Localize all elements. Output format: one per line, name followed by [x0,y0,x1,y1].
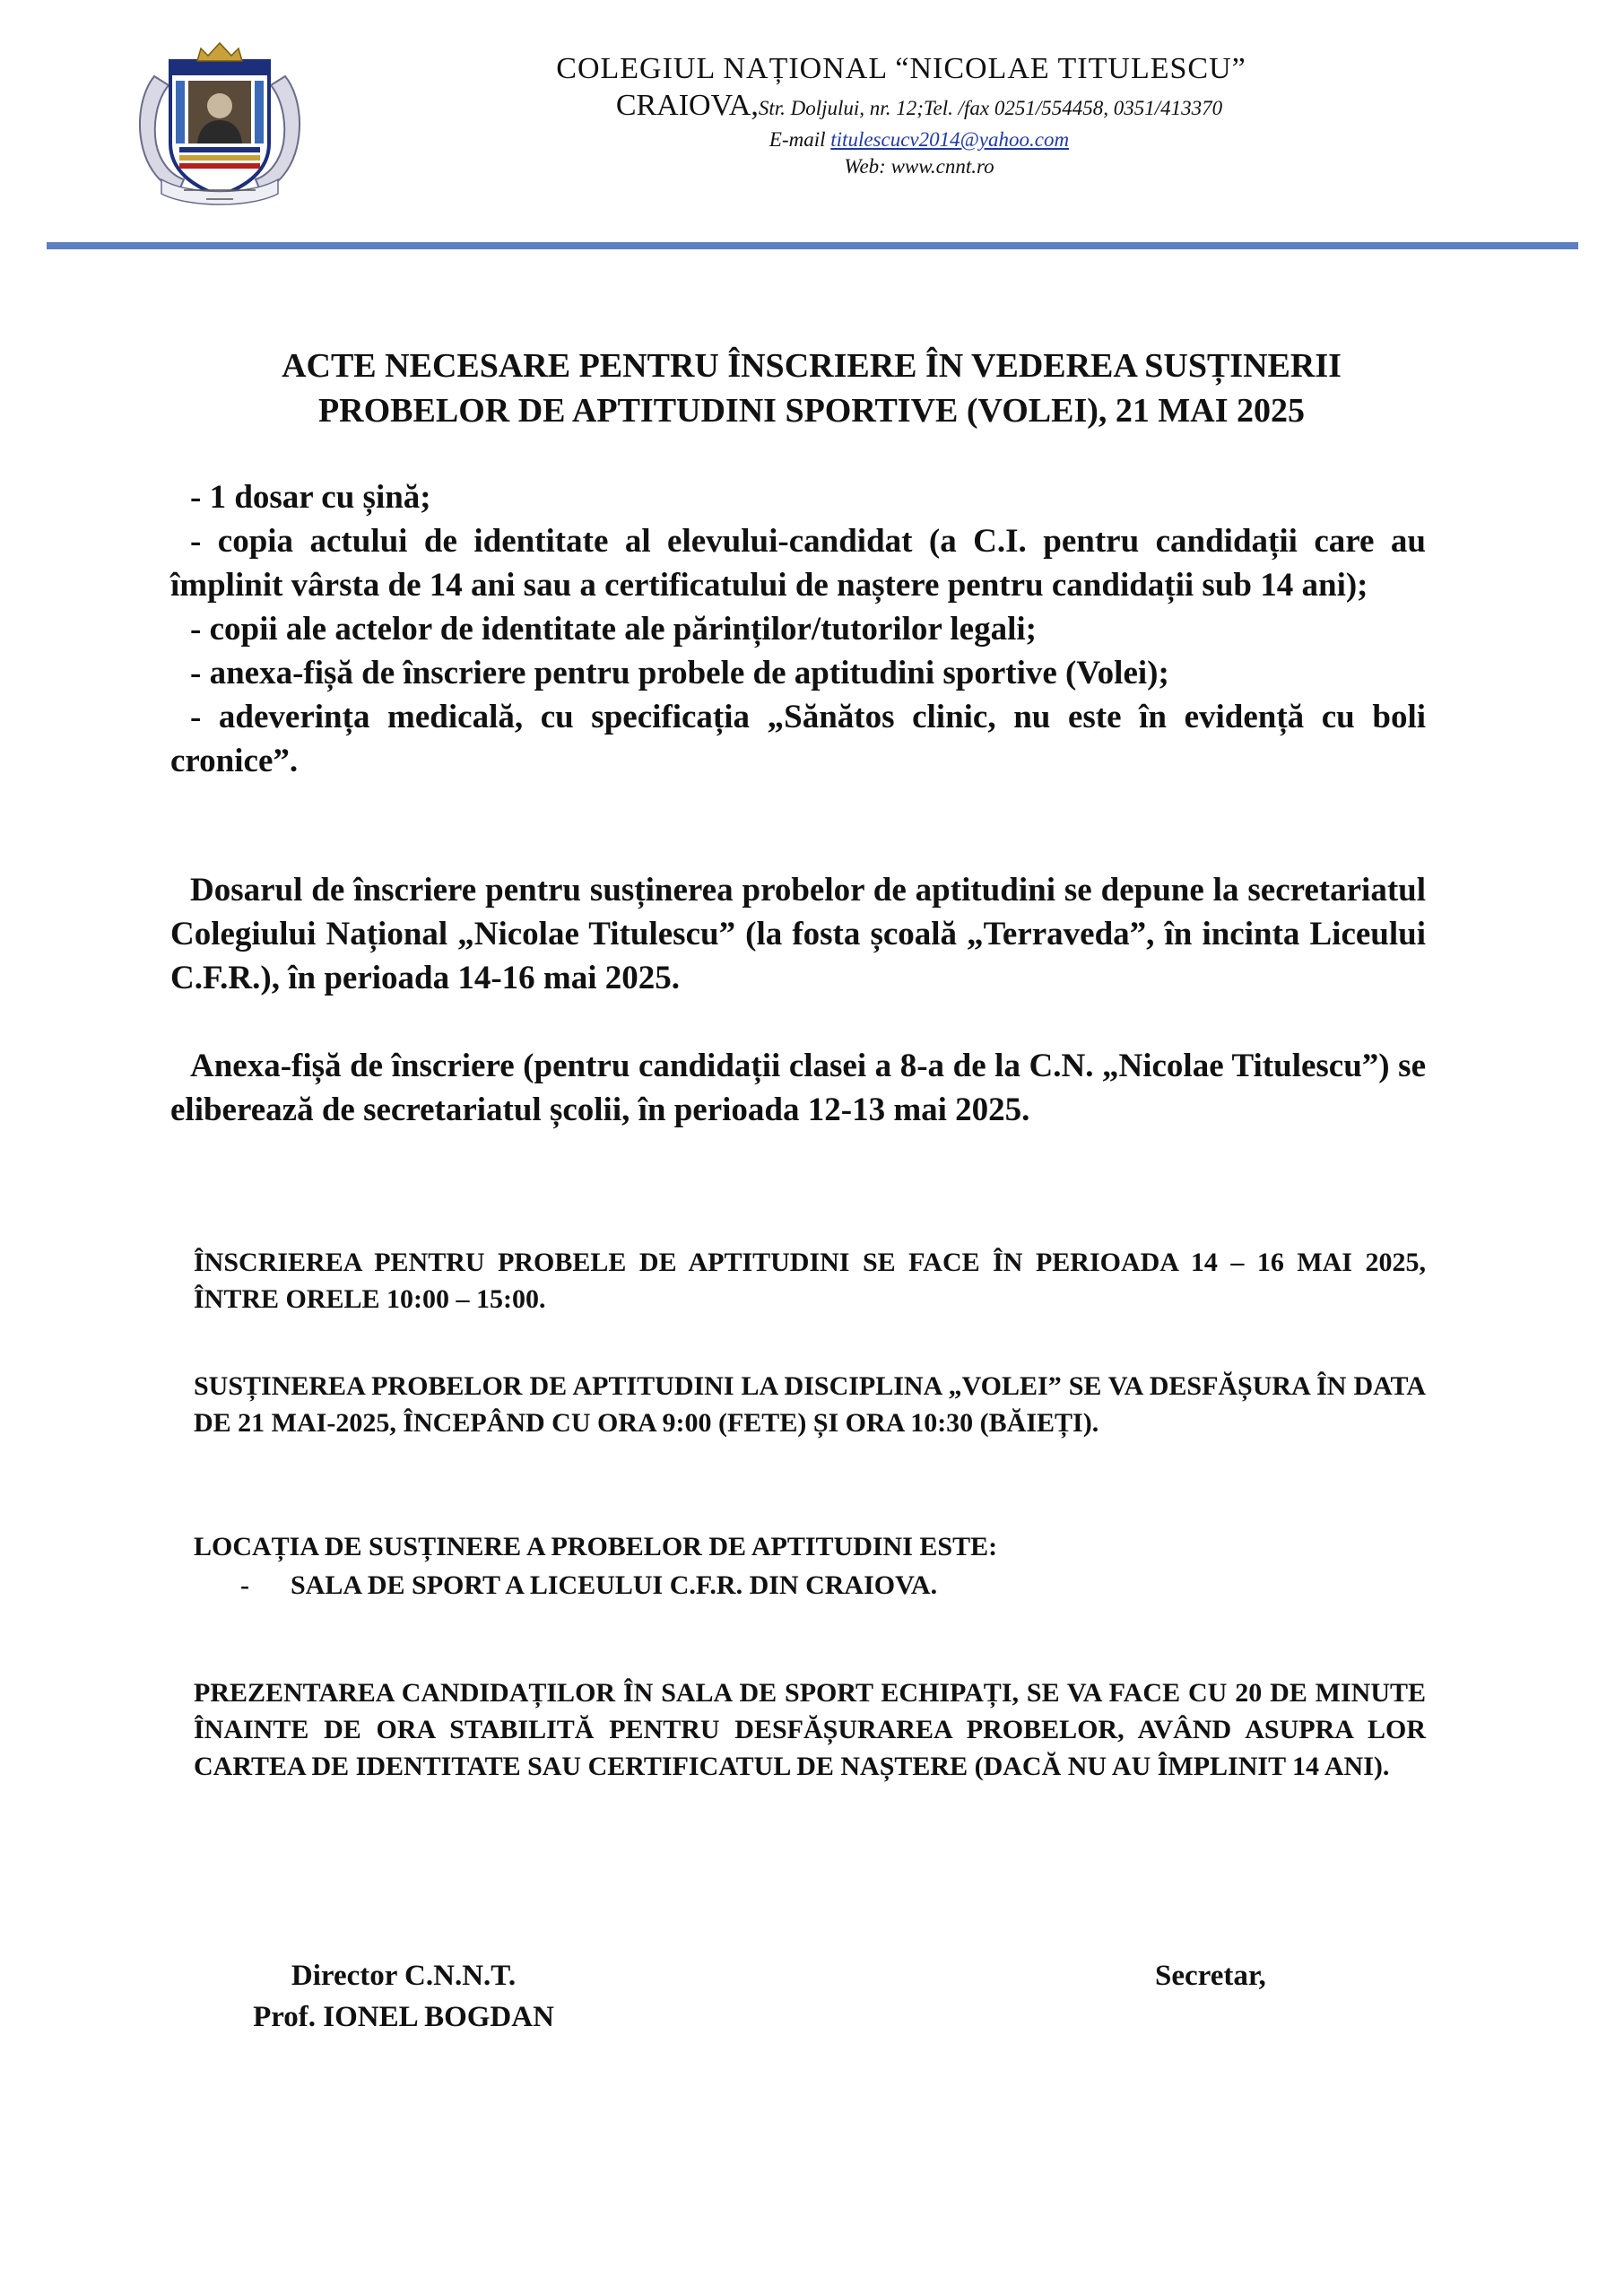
letterhead [386,50,1417,180]
title-line-1: ACTE NECESARE PENTRU ÎNSCRIERE ÎN VEDEREA SUSȚINERII [282,347,1342,385]
title-line-2: PROBELOR DE APTITUDINI SPORTIVE (VOLEI), 21 MAI 2025 [317,392,1306,430]
list-item: - copia actului de identitate al elevului-candidat (a C.I. pentru candidații care au împlinit vârsta de 14 ani sau a certificatului de naștere pentru candidații sub 14 ani); [170,523,1426,604]
director-title: Director C.N.N.T. [291,1960,517,1992]
paragraph-anexa: Anexa-fișă de înscriere (pentru candidații clasei a 8-a de la C.N. „Nicolae Titulescu”) se eliberează de secretariatul școlii, în perioada 12-13 mai 2025. [170,1048,1426,1128]
header-divider [47,242,1578,249]
notice-inscriere: ÎNSCRIEREA PENTRU PROBELE DE APTITUDINI SE FACE ÎN PERIOADA 14 – 16 MAI 2025, ÎNTRE ORELE 10:00 – 15:00. [194,1248,1426,1314]
email-label: E-mail [769,128,831,151]
requirements-list [170,475,1426,783]
notice-prezentare: PREZENTAREA CANDIDAȚILOR ÎN SALA DE SPORT ECHIPAȚI, SE VA FACE CU 20 DE MINUTE ÎNAINTE DE ORA STABILITĂ PENTRU DESFĂȘURAREA PROBELOR, AVÂND ASUPRA LOR CARTEA DE IDENTITATE SAU CERTIFICATUL DE NAȘTERE (DACĂ NU AU ÎMPLINIT 14 ANI). [194,1678,1426,1781]
list-item: - 1 dosar cu șină; [190,479,431,516]
director-signature-block [224,1955,583,2038]
email-link[interactable]: titulescucv2014@yahoo.com [830,128,1070,151]
city-address-line [421,88,1417,126]
city: CRAIOVA, [615,89,759,122]
school-crest-icon [135,36,305,211]
secretary-title: Secretar, [1155,1960,1266,1992]
secretary-signature-block [1155,1955,1266,1996]
notice-locatie-item: - SALA DE SPORT A LICEULUI C.F.R. DIN CRAIOVA. [240,1570,938,1600]
email-line [421,126,1417,153]
list-item: - copii ale actelor de identitate ale părinților/tutorilor legali; [190,611,1037,648]
school-name: COLEGIUL NAȚIONAL “NICOLAE TITULESCU” [556,52,1246,85]
list-item: - anexa-fișă de înscriere pentru probele de aptitudini sportive (Volei); [190,655,1169,691]
address: Str. Doljului, nr. 12;Tel. /fax 0251/554458, 0351/413370 [758,97,1223,119]
notice-locatie-heading: LOCAȚIA DE SUSȚINERE A PROBELOR DE APTITUDINI ESTE: [194,1532,998,1561]
director-name: Prof. IONEL BOGDAN [253,2001,554,2033]
paragraph-dosar: Dosarul de înscriere pentru susținerea probelor de aptitudini se depune la secretariatul Colegiului Național „Nicolae Titulescu” (la fosta școală „Terraveda”, în incinta Liceului C.F.R.), în perioada 14-16 mai 2025. [170,872,1426,996]
notice-sustinere: SUSȚINEREA PROBELOR DE APTITUDINI LA DISCIPLINA „VOLEI” SE VA DESFĂȘURA ÎN DATA DE 21 MAI-2025, ÎNCEPÂND CU ORA 9:00 (FETE) ȘI ORA 10:30 (BĂIEȚI). [194,1371,1426,1438]
document-title [117,344,1507,433]
list-item: - adeverința medicală, cu specificația „Sănătos clinic, nu este în evidență cu boli cronice”. [170,699,1426,779]
website: Web: www.cnnt.ro [844,155,994,178]
